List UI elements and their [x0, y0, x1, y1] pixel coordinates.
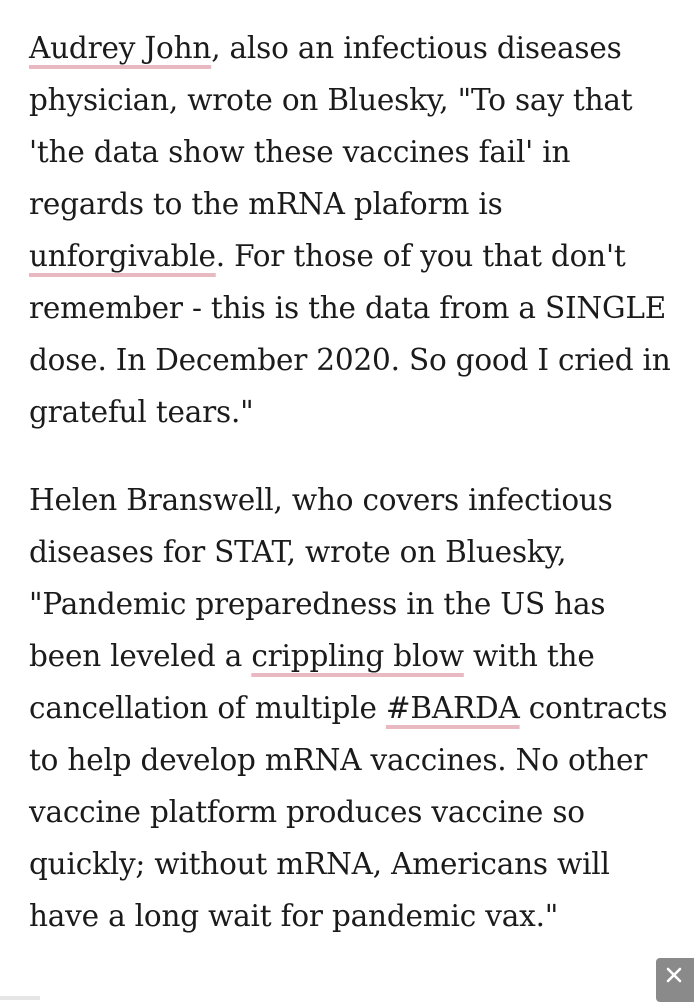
- paragraph-text: contracts to help develop mRNA vaccines. No other vaccine platform produces vaccine so quickly; without mRNA, Americans will have a long wait for pandemic vax.": [29, 691, 668, 933]
- link-unforgivable[interactable]: unforgivable: [29, 239, 216, 273]
- paragraph-text: Helen Branswell, who covers infectious diseases for STAT, wrote on Bluesky, "Pandemic preparedness in the US has been leveled a: [29, 483, 613, 673]
- link-crippling-blow[interactable]: crippling blow: [251, 639, 464, 673]
- paragraph-helen-branswell: [29, 474, 679, 942]
- close-icon: [666, 967, 682, 983]
- bottom-indicator: [0, 996, 40, 1000]
- paragraph-text: , also an infectious diseases physician, wrote on Bluesky, "To say that 'the data show these vaccines fail' in regards to the mRNA plaform is: [29, 31, 633, 221]
- link-audrey-john[interactable]: Audrey John: [29, 31, 212, 65]
- article-body: [29, 22, 679, 978]
- paragraph-audrey-john: [29, 22, 679, 438]
- paragraph-text: with the cancellation of multiple: [29, 639, 595, 725]
- link-barda-hashtag[interactable]: #BARDA: [385, 691, 520, 725]
- paragraph-text: . For those of you that don't remember - this is the data from a SINGLE dose. In December 2020. So good I cried in grateful tears.": [29, 239, 671, 429]
- close-ad-button[interactable]: [656, 958, 694, 1002]
